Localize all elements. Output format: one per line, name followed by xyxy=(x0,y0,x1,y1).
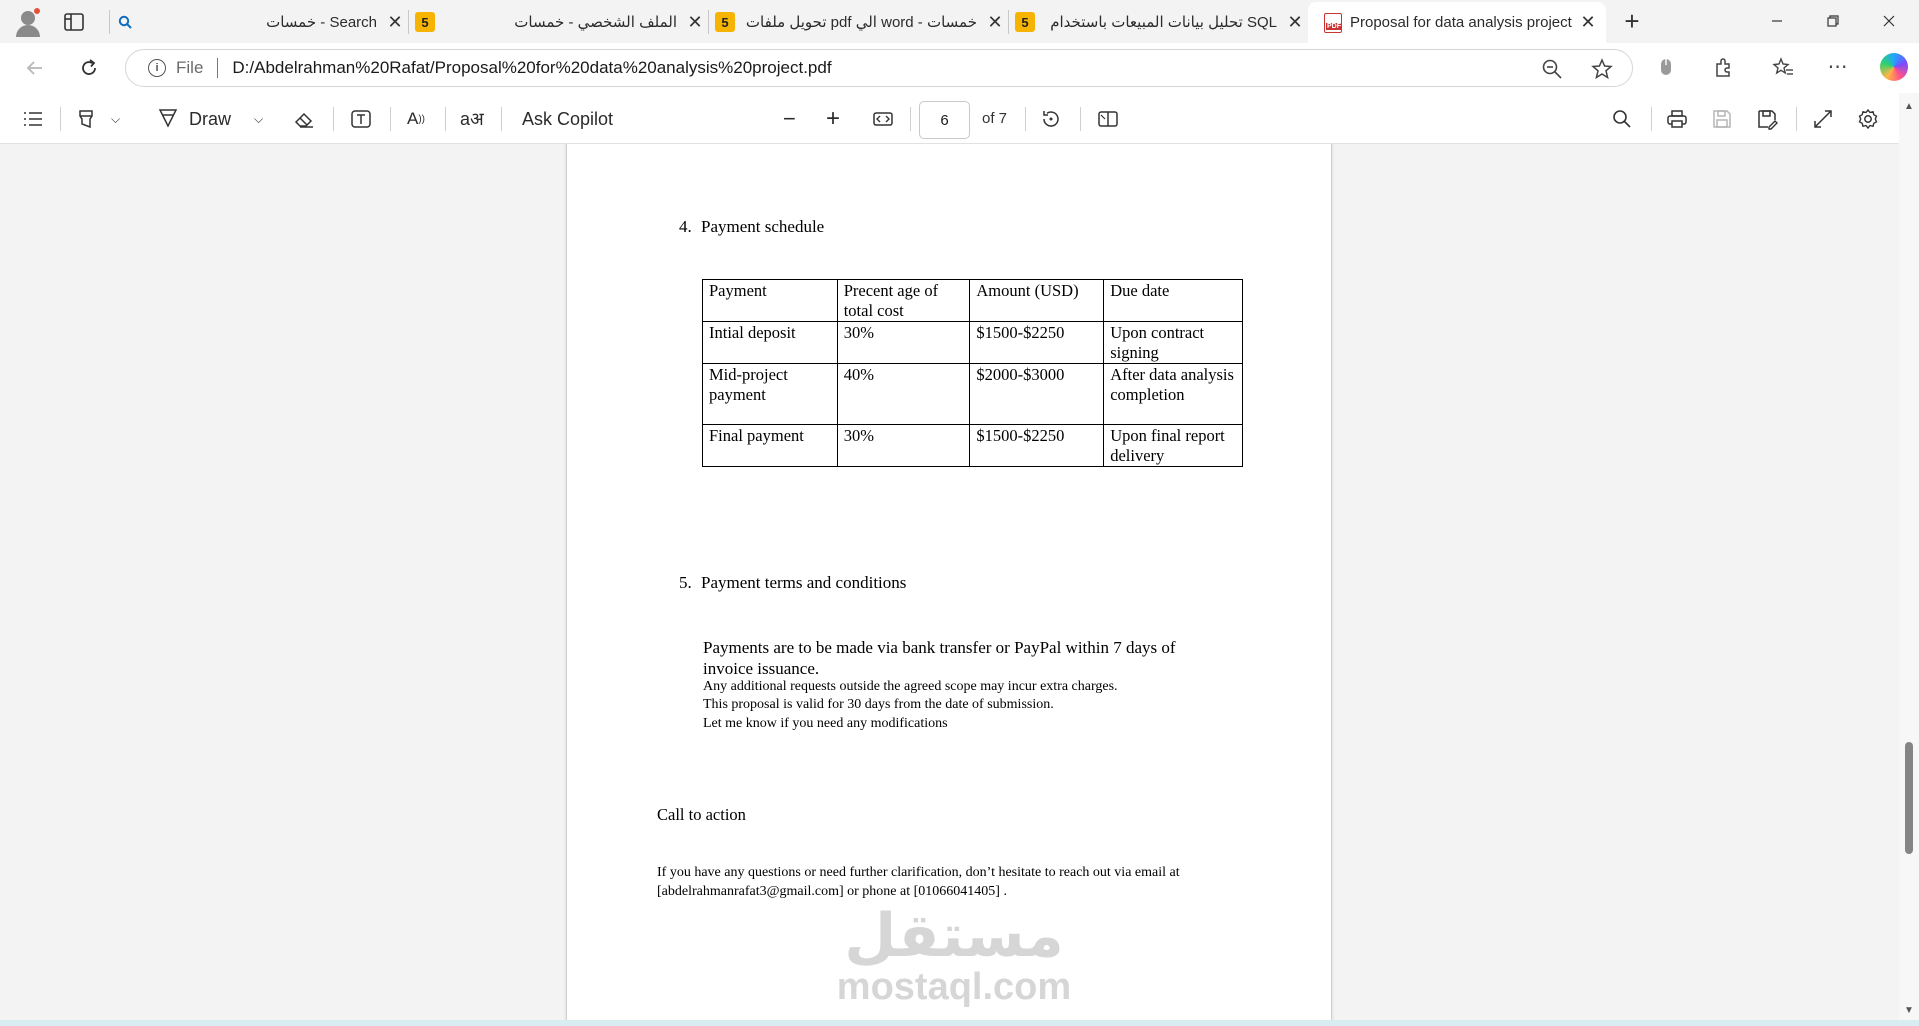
table-cell: $1500-$2250 xyxy=(970,425,1104,467)
close-icon[interactable]: ✕ xyxy=(1580,12,1596,32)
tab-title: الملف الشخصي - خمسات xyxy=(514,14,677,31)
watermark-arabic: مستقل xyxy=(844,901,1064,971)
draw-label: Draw xyxy=(189,108,232,129)
chevron-down-icon[interactable]: ⌵ xyxy=(111,111,121,126)
mostaql-watermark xyxy=(829,901,1079,1008)
table-cell: 40% xyxy=(837,364,970,425)
ask-copilot-button[interactable]: Ask Copilot xyxy=(522,108,614,129)
tab-sql-analysis[interactable] xyxy=(1015,5,1305,39)
add-text-icon[interactable] xyxy=(350,105,372,133)
zoom-in-button[interactable]: + xyxy=(826,105,841,132)
scroll-down-arrow-icon[interactable]: ▼ xyxy=(1904,1005,1914,1016)
extensions-icon[interactable] xyxy=(1713,56,1735,78)
profile-avatar[interactable] xyxy=(12,6,44,38)
new-tab-button[interactable]: + xyxy=(1624,6,1640,36)
zoom-out-button[interactable]: − xyxy=(783,106,796,131)
copilot-icon[interactable] xyxy=(1880,53,1908,81)
page-number-input[interactable]: 6 xyxy=(919,101,970,139)
table-row xyxy=(703,364,1243,425)
close-icon[interactable]: ✕ xyxy=(1287,11,1303,32)
table-header-row xyxy=(703,280,1243,322)
tab-proposal-pdf[interactable] xyxy=(1308,2,1606,43)
page-total-label: of 7 xyxy=(982,110,1008,127)
window-bottom-edge xyxy=(0,1020,1919,1026)
pdf-page xyxy=(566,144,1332,1020)
zoom-out-icon[interactable] xyxy=(1541,58,1563,80)
tab-title: Proposal for data analysis project xyxy=(1350,14,1572,31)
column-header: Payment xyxy=(703,280,838,322)
table-cell: $2000-$3000 xyxy=(970,364,1104,425)
scrollbar-thumb[interactable] xyxy=(1905,742,1913,854)
table-cell: Upon contract signing xyxy=(1104,322,1243,364)
save-as-icon[interactable] xyxy=(1756,105,1778,133)
table-of-contents-icon[interactable] xyxy=(22,105,44,133)
table-cell: Mid-project payment xyxy=(703,364,838,425)
scroll-up-arrow-icon[interactable]: ▲ xyxy=(1904,101,1914,112)
vertical-scrollbar[interactable] xyxy=(1899,93,1919,1020)
pdf-viewer xyxy=(0,144,1899,1020)
column-header: Precent age of total cost xyxy=(837,280,970,322)
draw-icon xyxy=(157,106,179,133)
tab-pdf-to-word[interactable] xyxy=(715,5,1005,39)
draw-button[interactable] xyxy=(157,105,231,133)
address-bar[interactable] xyxy=(125,49,1633,87)
read-aloud-icon[interactable]: A )) xyxy=(407,109,426,128)
tab-actions-icon[interactable] xyxy=(62,10,86,34)
save-icon xyxy=(1711,105,1733,133)
fit-to-width-icon[interactable] xyxy=(872,105,894,133)
mouse-extension-icon[interactable] xyxy=(1655,56,1677,78)
tab-title: خمسات - Search xyxy=(266,14,377,31)
section-heading: 4. Payment schedule xyxy=(679,217,825,236)
khamsat-favicon-icon: 5 xyxy=(1015,12,1035,32)
settings-gear-icon[interactable] xyxy=(1857,105,1879,133)
call-to-action-heading: Call to action xyxy=(657,805,746,824)
minimize-button[interactable] xyxy=(1754,6,1800,36)
tab-title: تحويل ملفات pdf الي word - خمسات xyxy=(745,14,977,31)
table-row xyxy=(703,322,1243,364)
close-icon[interactable]: ✕ xyxy=(687,11,703,32)
table-cell: $1500-$2250 xyxy=(970,322,1104,364)
payment-schedule-table xyxy=(702,279,1243,467)
table-cell: 30% xyxy=(837,322,970,364)
rotate-icon[interactable] xyxy=(1040,105,1062,133)
tab-strip xyxy=(0,0,1919,43)
terms-line: Let me know if you need any modifications xyxy=(703,716,948,731)
highlight-icon[interactable] xyxy=(75,105,97,133)
tab-title: تحليل بيانات المبيعات باستخدام SQL xyxy=(1050,14,1277,31)
table-cell: After data analysis completion xyxy=(1104,364,1243,425)
khamsat-favicon-icon: 5 xyxy=(715,12,735,32)
watermark-english: mostaql.com xyxy=(836,966,1072,1008)
khamsat-favicon-icon: 5 xyxy=(415,12,435,32)
scheme-label: File xyxy=(176,58,204,77)
fullscreen-icon[interactable] xyxy=(1812,105,1834,133)
close-icon[interactable]: ✕ xyxy=(387,11,403,32)
table-row xyxy=(703,425,1243,467)
restore-button[interactable] xyxy=(1810,6,1856,36)
tab-search[interactable] xyxy=(115,5,405,39)
table-cell: Final payment xyxy=(703,425,838,467)
terms-paragraph: Payments are to be made via bank transfer or PayPal within 7 days of invoice issuance. xyxy=(703,638,1176,678)
back-button[interactable] xyxy=(20,53,50,83)
search-icon[interactable] xyxy=(1612,105,1632,133)
table-cell: Intial deposit xyxy=(703,322,838,364)
page-view-icon[interactable] xyxy=(1097,105,1119,133)
call-to-action-text: If you have any questions or need further clarification, don’t hesitate to reach out via email at [abdelrahmanrafat3@gmail.com] or phone at [01066041405] . xyxy=(657,865,1180,899)
translate-icon[interactable]: aअ xyxy=(460,109,484,129)
terms-line: This proposal is valid for 30 days from the date of submission. xyxy=(703,697,1054,712)
column-header: Amount (USD) xyxy=(970,280,1104,322)
tab-profile[interactable] xyxy=(415,5,705,39)
close-window-button[interactable] xyxy=(1866,6,1912,36)
info-icon[interactable]: i xyxy=(148,59,166,77)
refresh-button[interactable] xyxy=(74,53,104,83)
favorite-star-icon[interactable] xyxy=(1591,58,1613,80)
eraser-icon[interactable] xyxy=(293,105,315,133)
close-icon[interactable]: ✕ xyxy=(987,11,1003,32)
navigation-bar xyxy=(0,43,1919,93)
column-header: Due date xyxy=(1104,280,1243,322)
table-cell: Upon final report delivery xyxy=(1104,425,1243,467)
print-icon[interactable] xyxy=(1666,105,1688,133)
search-icon xyxy=(115,15,135,29)
chevron-down-icon[interactable]: ⌵ xyxy=(254,111,264,126)
pdf-icon: PDF xyxy=(1324,13,1342,33)
terms-line: Any additional requests outside the agreed scope may incur extra charges. xyxy=(703,679,1118,694)
favorites-collection-icon[interactable] xyxy=(1772,56,1794,78)
table-cell: 30% xyxy=(837,425,970,467)
pdf-toolbar xyxy=(0,93,1919,144)
more-menu-icon[interactable]: ⋯ xyxy=(1827,56,1849,78)
section-heading: 5. Payment terms and conditions xyxy=(679,573,907,592)
url-text[interactable]: D:/Abdelrahman%20Rafat/Proposal%20for%20data%20analysis%20project.pdf xyxy=(232,58,832,77)
